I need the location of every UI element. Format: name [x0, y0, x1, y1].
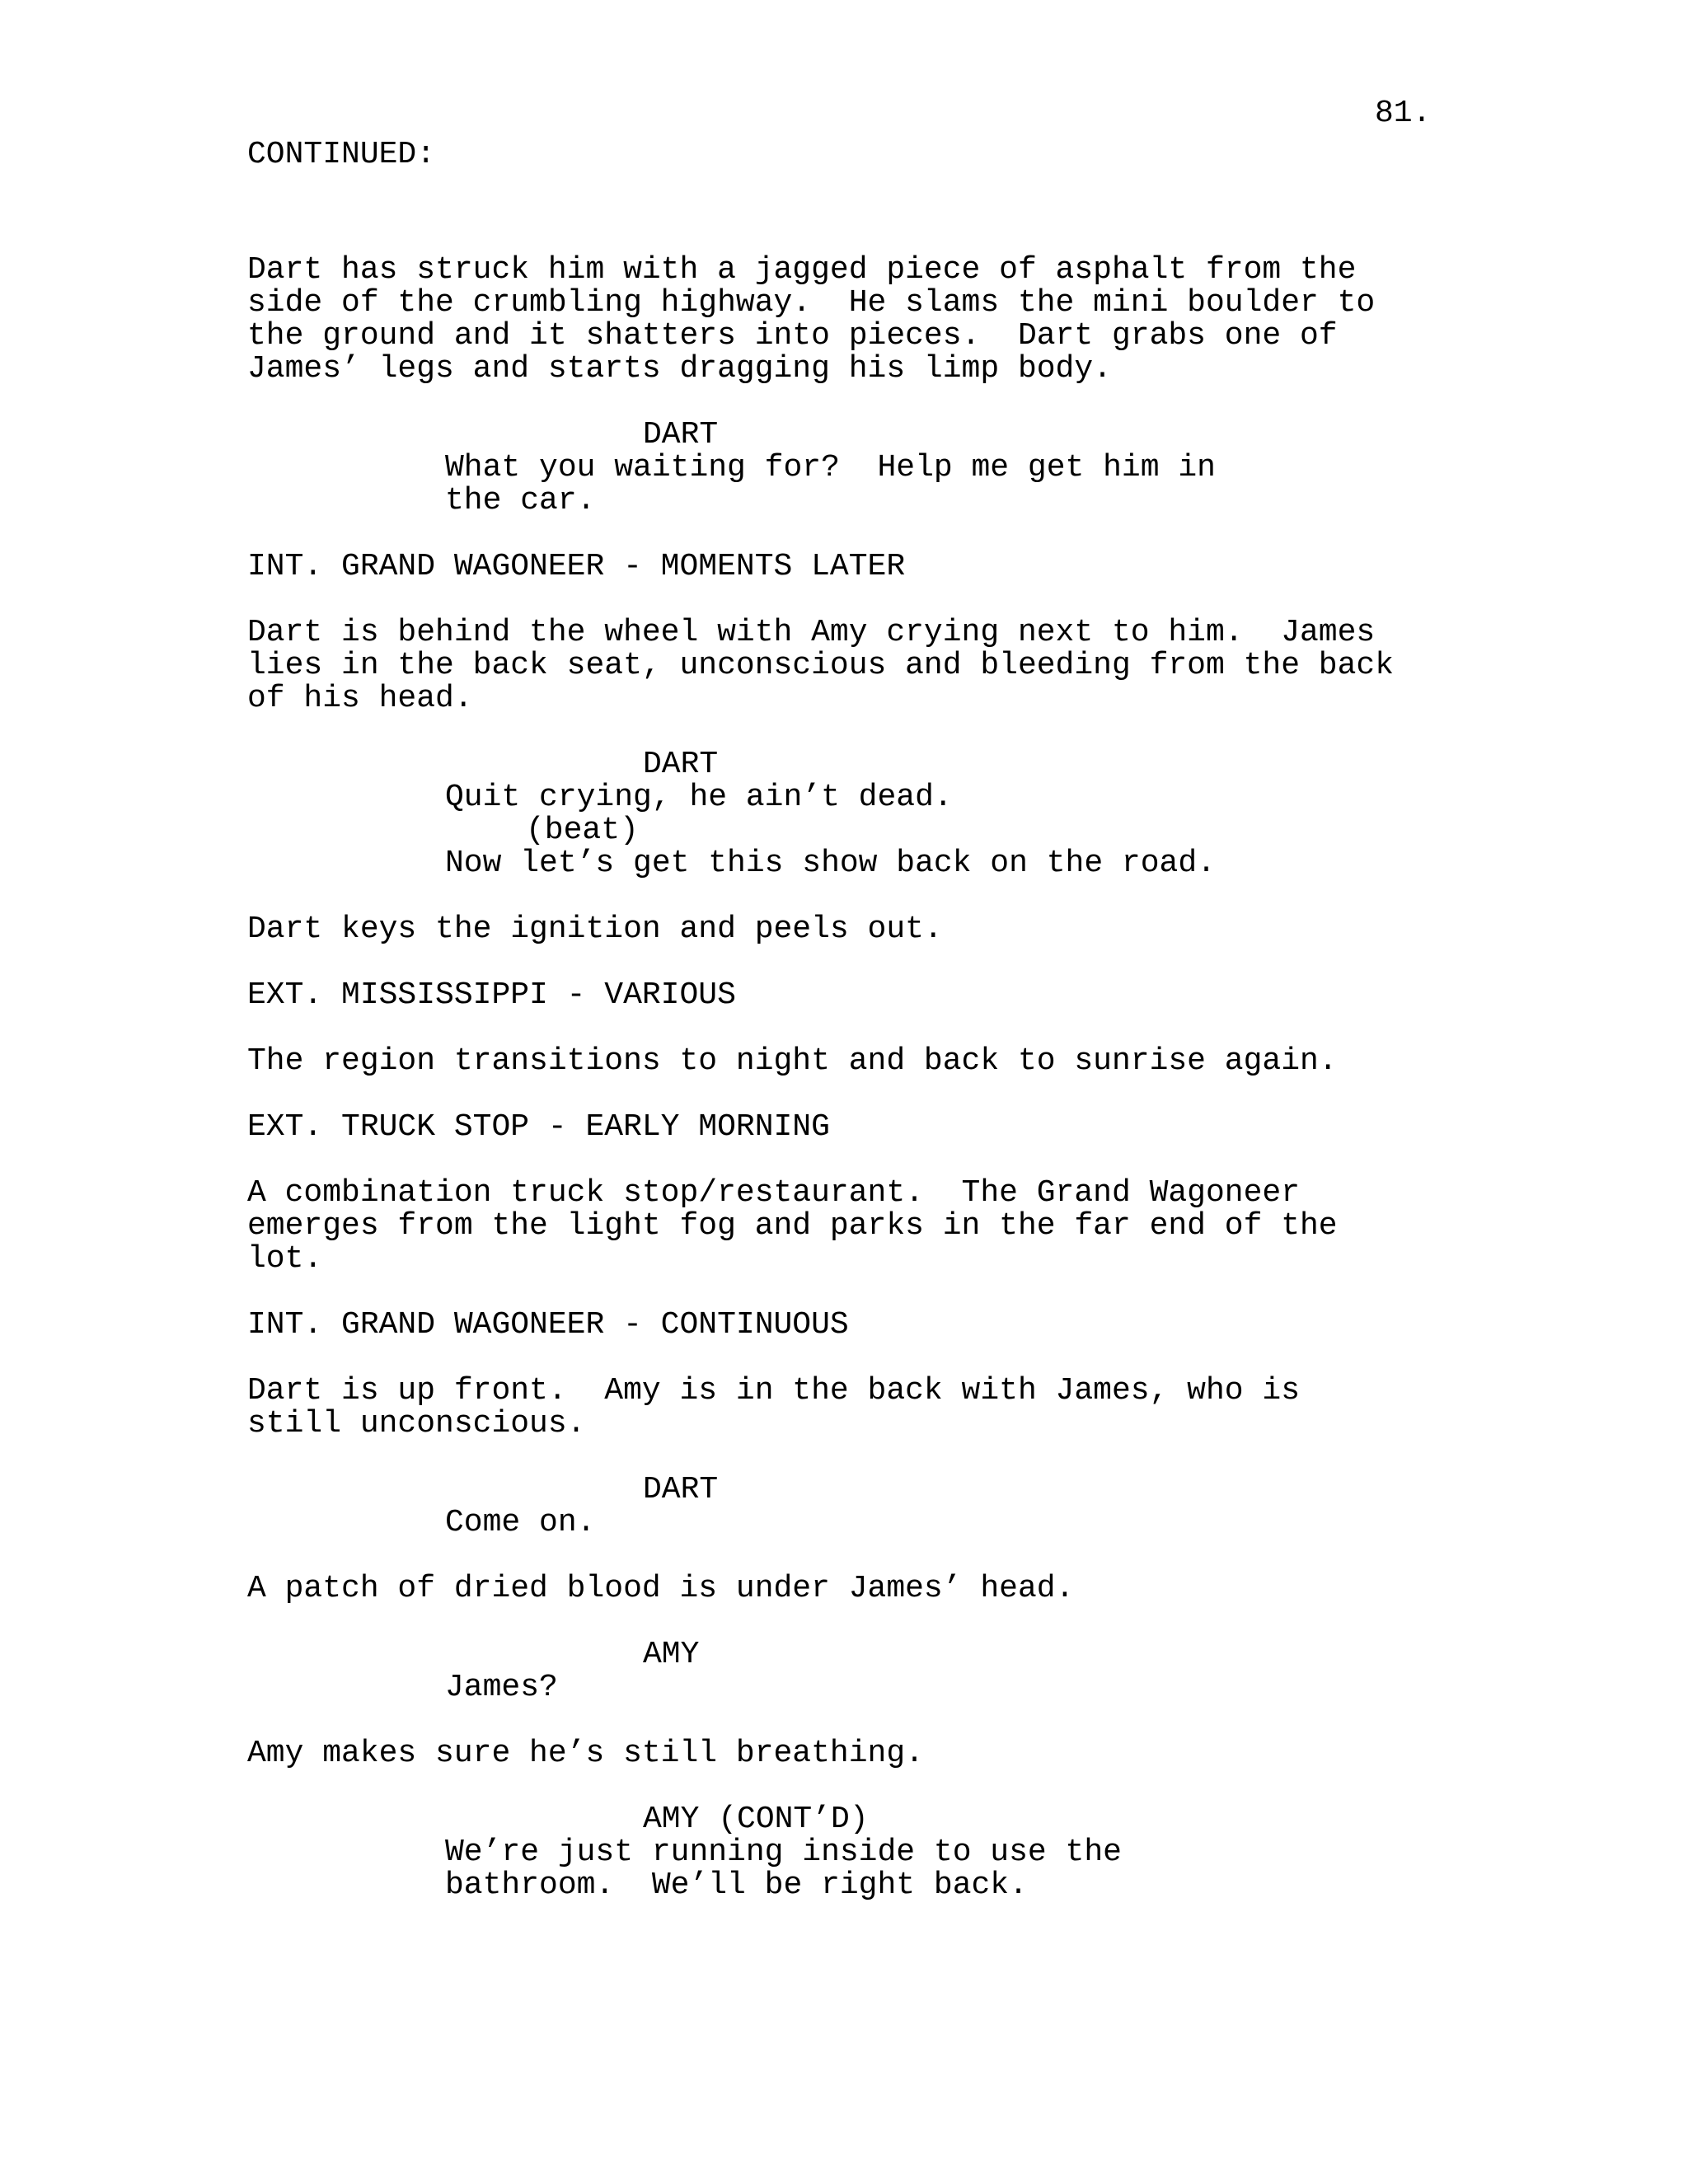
dialogue-line: James? — [445, 1670, 558, 1705]
dialogue-line: bathroom. We’ll be right back. — [445, 1868, 1028, 1903]
action-line: A patch of dried blood is under James’ head. — [247, 1571, 1075, 1606]
action-line: the ground and it shatters into pieces. Dart grabs one of — [247, 318, 1338, 354]
action-line: The region transitions to night and back to sunrise again. — [247, 1043, 1338, 1079]
continued-label: CONTINUED: — [247, 137, 436, 172]
character-name: DART — [643, 417, 719, 452]
action-line: Dart has struck him with a jagged piece of asphalt from the — [247, 252, 1357, 288]
action-line: of his head. — [247, 681, 473, 716]
action-line: lot. — [247, 1241, 323, 1277]
action-line: Dart is up front. Amy is in the back with James, who is — [247, 1373, 1301, 1408]
character-name: AMY — [643, 1637, 700, 1672]
character-name: AMY (CONT’D) — [643, 1802, 869, 1837]
action-line: Dart is behind the wheel with Amy crying next to him. James — [247, 615, 1376, 650]
dialogue-line: Come on. — [445, 1505, 596, 1540]
dialogue-line: the car. — [445, 483, 596, 518]
action-line: Amy makes sure he’s still breathing. — [247, 1736, 924, 1771]
dialogue-line: Quit crying, he ain’t dead. — [445, 780, 953, 815]
action-line: James’ legs and starts dragging his limp body. — [247, 351, 1112, 387]
action-line: emerges from the light fog and parks in the far end of the — [247, 1208, 1338, 1244]
character-name: DART — [643, 1472, 719, 1507]
dialogue-line: Now let’s get this show back on the road. — [445, 846, 1216, 881]
scene-heading: INT. GRAND WAGONEER - CONTINUOUS — [247, 1307, 849, 1343]
action-line: Dart keys the ignition and peels out. — [247, 912, 943, 947]
scene-heading: INT. GRAND WAGONEER - MOMENTS LATER — [247, 549, 906, 584]
scene-heading: EXT. MISSISSIPPI - VARIOUS — [247, 977, 736, 1013]
scene-heading: EXT. TRUCK STOP - EARLY MORNING — [247, 1109, 830, 1145]
action-line: side of the crumbling highway. He slams the mini boulder to — [247, 285, 1376, 321]
action-line: lies in the back seat, unconscious and bleeding from the back — [247, 648, 1395, 683]
dialogue-line: We’re just running inside to use the — [445, 1835, 1122, 1870]
page-number: 81. — [1375, 96, 1432, 131]
parenthetical: (beat) — [526, 813, 639, 848]
character-name: DART — [643, 747, 719, 782]
dialogue-line: What you waiting for? Help me get him in — [445, 450, 1216, 485]
action-line: still unconscious. — [247, 1406, 586, 1441]
action-line: A combination truck stop/restaurant. The Grand Wagoneer — [247, 1175, 1301, 1211]
